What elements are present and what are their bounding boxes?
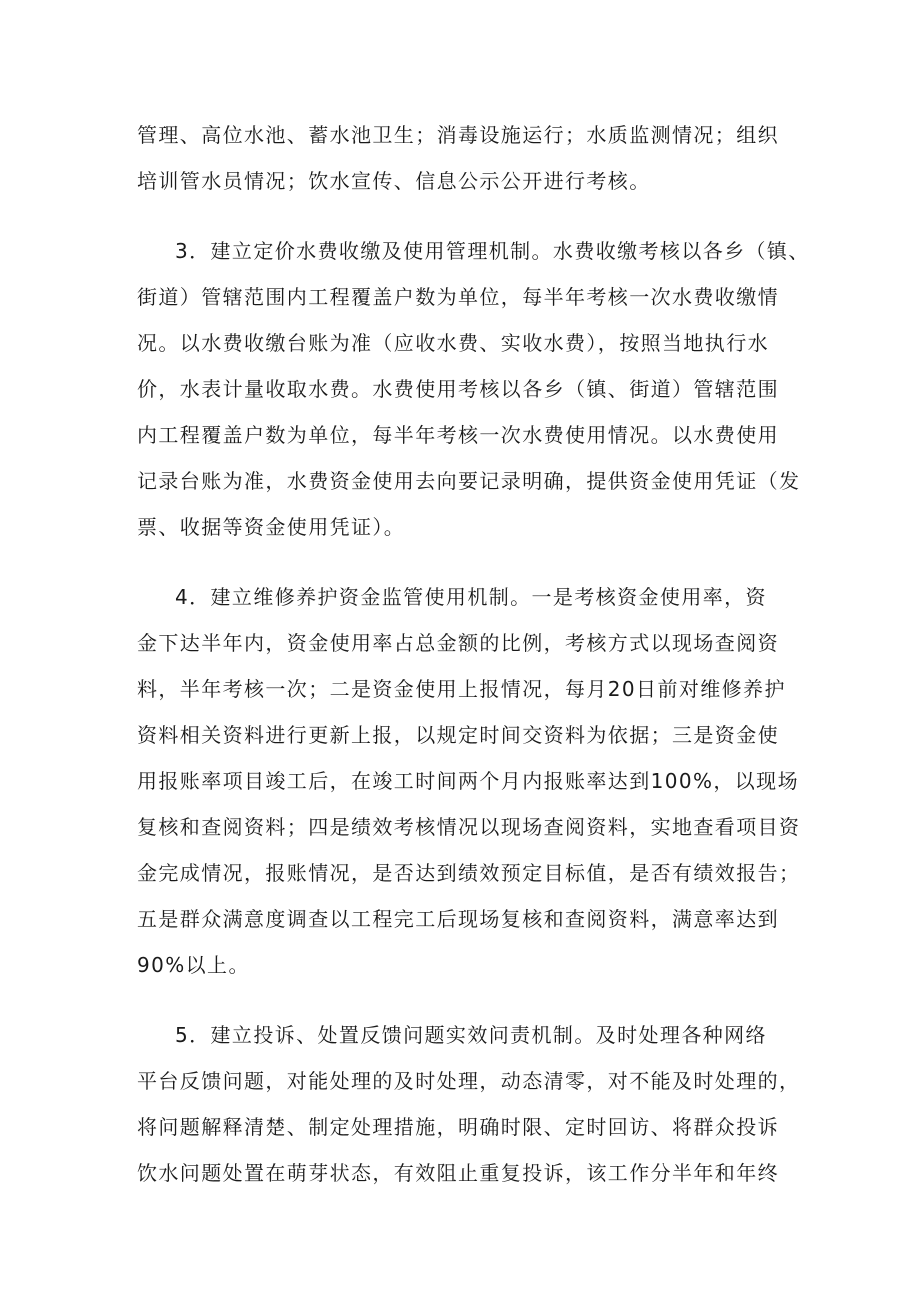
paragraph-gap [137, 204, 797, 228]
text-line: 五是群众满意度调查以工程完工后现场复核和查阅资料，满意率达到 [137, 907, 779, 931]
text-line: 培训管水员情况；饮水宣传、信息公示公开进行考核。 [137, 169, 651, 193]
text-line: 用报账率项目竣工后，在竣工时间两个月内报账率达到100%，以现场 [137, 769, 799, 793]
text-line: 价，水表计量收取水费。水费使用考核以各乡（镇、街道）管辖范围 [137, 377, 779, 401]
text-line: 管理、高位水池、蓄水池卫生；消毒设施运行；水质监测情况；组织 [137, 123, 779, 147]
text-line: 内工程覆盖户数为单位，每半年考核一次水费使用情况。以水费使用 [137, 423, 779, 447]
text-line: 料，半年考核一次；二是资金使用上报情况，每月20日前对维修养护 [137, 677, 786, 701]
text-line: 5．建立投诉、处置反馈问题实效问责机制。及时处理各种网络 [175, 1023, 767, 1047]
text-line: 街道）管辖范围内工程覆盖户数为单位，每半年考核一次水费收缴情 [137, 285, 779, 309]
text-line: 金下达半年内，资金使用率占总金额的比例，考核方式以现场查阅资 [137, 631, 779, 655]
document-body [137, 112, 810, 1196]
text-line: 金完成情况，报账情况，是否达到绩效预定目标值，是否有绩效报告； [137, 861, 801, 885]
paragraph-1 [137, 112, 797, 204]
paragraph-2 [137, 228, 810, 550]
text-line: 况。以水费收缴台账为准（应收水费、实收水费），按照当地执行水 [137, 331, 769, 355]
text-line: 记录台账为准，水费资金使用去向要记录明确，提供资金使用凭证（发 [137, 469, 801, 493]
text-line: 90%以上。 [137, 953, 250, 977]
text-line: 票、收据等资金使用凭证）。 [137, 515, 406, 539]
paragraph-3 [137, 574, 801, 988]
text-line: 复核和查阅资料；四是绩效考核情况以现场查阅资料，实地查看项目资 [137, 815, 801, 839]
paragraph-4 [137, 1012, 801, 1196]
paragraph-gap [137, 988, 797, 1012]
paragraph-gap [137, 550, 797, 574]
text-line: 饮水问题处置在萌芽状态，有效阻止重复投诉，该工作分半年和年终 [137, 1161, 779, 1185]
text-line: 4．建立维修养护资金监管使用机制。一是考核资金使用率，资 [175, 585, 767, 609]
text-line: 资料相关资料进行更新上报，以规定时间交资料为依据；三是资金使 [137, 723, 779, 747]
text-line: 平台反馈问题，对能处理的及时处理，动态清零，对不能及时处理的， [137, 1069, 801, 1093]
text-line: 将问题解释清楚、制定处理措施，明确时限、定时回访、将群众投诉 [137, 1115, 779, 1139]
text-line: 3．建立定价水费收缴及使用管理机制。水费收缴考核以各乡（镇、 [175, 239, 810, 263]
